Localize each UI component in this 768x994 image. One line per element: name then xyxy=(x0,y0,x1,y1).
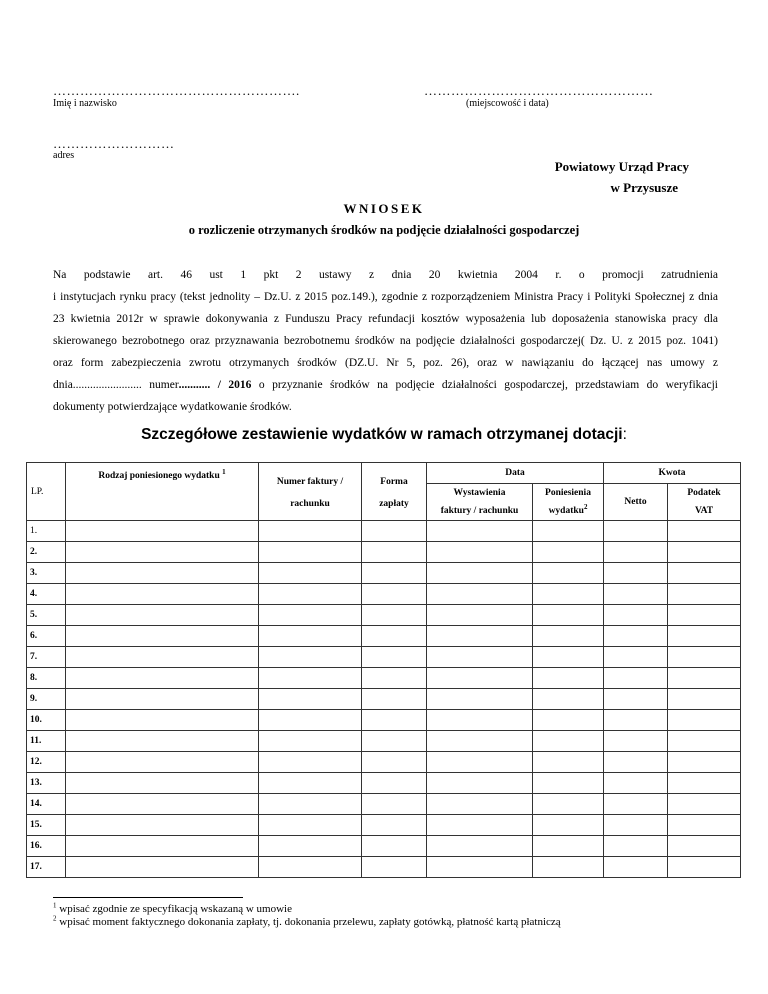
invoice-number-cell[interactable] xyxy=(259,542,362,563)
expense-type-cell[interactable] xyxy=(66,521,259,542)
expense-type-cell[interactable] xyxy=(66,626,259,647)
body-line-1: Na podstawie art. 46 ust 1 pkt 2 ustawy z dnia 20 kwietnia 2004 r. o promocji zatrudnienia xyxy=(53,269,718,281)
net-amount-cell[interactable] xyxy=(604,626,668,647)
table-row xyxy=(27,836,741,857)
issue-date-cell[interactable] xyxy=(427,836,533,857)
table-row xyxy=(27,542,741,563)
row-number: 10. xyxy=(27,710,66,731)
issue-date-cell[interactable] xyxy=(427,626,533,647)
payment-form-cell[interactable] xyxy=(362,710,427,731)
net-amount-cell[interactable] xyxy=(604,584,668,605)
expense-rows xyxy=(27,521,741,878)
payment-form-cell[interactable] xyxy=(362,626,427,647)
invoice-number-cell[interactable] xyxy=(259,584,362,605)
row-number: 1. xyxy=(27,521,66,542)
address-dots: ……………………… xyxy=(53,136,175,151)
header-amount: Kwota xyxy=(604,463,741,484)
payment-form-cell[interactable] xyxy=(362,794,427,815)
issue-date-cell[interactable] xyxy=(427,710,533,731)
place-date-dots: …………………………………………… xyxy=(424,83,654,98)
table-row xyxy=(27,752,741,773)
agreement-date-number: dnia........................ numer xyxy=(53,379,179,391)
vat-amount-cell[interactable] xyxy=(668,731,741,752)
invoice-number-cell[interactable] xyxy=(259,521,362,542)
paid-date-cell[interactable] xyxy=(533,773,604,794)
address-label: adres xyxy=(53,150,75,161)
expense-type-cell[interactable] xyxy=(66,647,259,668)
paid-date-cell[interactable] xyxy=(533,605,604,626)
paid-date-cell[interactable] xyxy=(533,563,604,584)
table-row xyxy=(27,815,741,836)
issue-date-cell[interactable] xyxy=(427,773,533,794)
issue-date-cell[interactable] xyxy=(427,815,533,836)
header-vat: Podatek VAT xyxy=(668,484,741,521)
net-amount-cell[interactable] xyxy=(604,815,668,836)
row-number: 3. xyxy=(27,563,66,584)
issue-date-cell[interactable] xyxy=(427,794,533,815)
vat-amount-cell[interactable] xyxy=(668,773,741,794)
invoice-number-cell[interactable] xyxy=(259,731,362,752)
header-expense-type: Rodzaj poniesionego wydatku $^1$ xyxy=(66,463,259,521)
invoice-number-cell[interactable] xyxy=(259,647,362,668)
section-heading xyxy=(0,426,768,444)
footnote-2: $^2$ wpisać moment faktycznego dokonania zapłaty, tj. dokonania przelewu, zapłaty gotówką, płatność kartą płatniczą xyxy=(53,914,561,928)
table-row xyxy=(27,731,741,752)
expense-type-cell[interactable] xyxy=(66,605,259,626)
payment-form-cell[interactable] xyxy=(362,773,427,794)
payment-form-cell[interactable] xyxy=(362,584,427,605)
expense-type-cell[interactable] xyxy=(66,584,259,605)
payment-form-cell[interactable] xyxy=(362,668,427,689)
header-date-issue: Wystawienia faktury / rachunku xyxy=(427,484,533,521)
vat-amount-cell[interactable] xyxy=(668,647,741,668)
table-row xyxy=(27,647,741,668)
net-amount-cell[interactable] xyxy=(604,647,668,668)
expense-type-cell[interactable] xyxy=(66,752,259,773)
paid-date-cell[interactable] xyxy=(533,647,604,668)
body-line-4: skierowanego bezrobotnego oraz przyznawania bezrobotnemu środków na podjęcie działalności gospodarczej( Dz. U. z 2015 poz. 1041) xyxy=(53,335,718,347)
invoice-number-cell[interactable] xyxy=(259,605,362,626)
footnote-rule xyxy=(53,897,243,898)
row-number: 14. xyxy=(27,794,66,815)
recipient-line-2: w Przysusze xyxy=(610,180,678,195)
payment-form-cell[interactable] xyxy=(362,542,427,563)
issue-date-cell[interactable] xyxy=(427,605,533,626)
header-payment-form: Forma zapłaty xyxy=(362,463,427,521)
name-dots: ………………………………………………. xyxy=(53,83,300,98)
expense-type-cell[interactable] xyxy=(66,773,259,794)
table-row xyxy=(27,626,741,647)
table-row xyxy=(27,584,741,605)
invoice-number-cell[interactable] xyxy=(259,668,362,689)
header-date: Data xyxy=(427,463,604,484)
table-row xyxy=(27,710,741,731)
vat-amount-cell[interactable] xyxy=(668,836,741,857)
expense-type-cell[interactable] xyxy=(66,563,259,584)
net-amount-cell[interactable] xyxy=(604,668,668,689)
payment-form-cell[interactable] xyxy=(362,689,427,710)
expense-type-cell[interactable] xyxy=(66,815,259,836)
row-number: 9. xyxy=(27,689,66,710)
header-date-paid: Poniesienia wydatku$^2$ xyxy=(533,484,604,521)
vat-amount-cell[interactable] xyxy=(668,857,741,878)
issue-date-cell[interactable] xyxy=(427,731,533,752)
net-amount-cell[interactable] xyxy=(604,689,668,710)
header-net: Netto xyxy=(604,484,668,521)
payment-form-cell[interactable] xyxy=(362,857,427,878)
row-number: 12. xyxy=(27,752,66,773)
expense-type-cell[interactable] xyxy=(66,836,259,857)
place-date-label: (miejscowość i data) xyxy=(466,98,549,109)
expense-type-cell[interactable] xyxy=(66,542,259,563)
paid-date-cell[interactable] xyxy=(533,815,604,836)
header-invoice-number: Numer faktury / rachunku xyxy=(259,463,362,521)
vat-amount-cell[interactable] xyxy=(668,563,741,584)
net-amount-cell[interactable] xyxy=(604,752,668,773)
row-number: 16. xyxy=(27,836,66,857)
paid-date-cell[interactable] xyxy=(533,689,604,710)
vat-amount-cell[interactable] xyxy=(668,794,741,815)
issue-date-cell[interactable] xyxy=(427,584,533,605)
header-lp: LP. xyxy=(27,463,66,521)
paid-date-cell[interactable] xyxy=(533,794,604,815)
row-number: 2. xyxy=(27,542,66,563)
vat-amount-cell[interactable] xyxy=(668,605,741,626)
footnote-1: $^1$ wpisać zgodnie ze specyfikacją wskazaną w umowie xyxy=(53,901,292,915)
issue-date-cell[interactable] xyxy=(427,521,533,542)
net-amount-cell[interactable] xyxy=(604,731,668,752)
table-row xyxy=(27,563,741,584)
body-line-2: i instytucjach rynku pracy (tekst jednolity – Dz.U. z 2015 poz.149.), zgodnie z rozporządzeniem Ministra Pracy i Polityki Społecznej z dnia xyxy=(53,291,718,303)
recipient-line-1: Powiatowy Urząd Pracy xyxy=(554,159,689,174)
invoice-number-cell[interactable] xyxy=(259,710,362,731)
expense-type-cell[interactable] xyxy=(66,668,259,689)
expense-type-cell[interactable] xyxy=(66,710,259,731)
table-row xyxy=(27,605,741,626)
vat-amount-cell[interactable] xyxy=(668,815,741,836)
issue-date-cell[interactable] xyxy=(427,647,533,668)
expense-type-cell[interactable] xyxy=(66,794,259,815)
invoice-number-cell[interactable] xyxy=(259,563,362,584)
issue-date-cell[interactable] xyxy=(427,563,533,584)
invoice-number-cell[interactable] xyxy=(259,752,362,773)
body-line-6 xyxy=(53,374,718,396)
expense-type-cell[interactable] xyxy=(66,857,259,878)
payment-form-cell[interactable] xyxy=(362,731,427,752)
net-amount-cell[interactable] xyxy=(604,605,668,626)
payment-form-cell[interactable] xyxy=(362,647,427,668)
expense-type-cell[interactable] xyxy=(66,689,259,710)
section-heading-colon: : xyxy=(622,426,627,443)
vat-amount-cell[interactable] xyxy=(668,689,741,710)
paid-date-cell[interactable] xyxy=(533,710,604,731)
issue-date-cell[interactable] xyxy=(427,668,533,689)
body-line-7: dokumenty potwierdzające wydatkowanie środków. xyxy=(53,401,292,413)
net-amount-cell[interactable] xyxy=(604,542,668,563)
paid-date-cell[interactable] xyxy=(533,731,604,752)
expenses-table xyxy=(26,462,741,878)
net-amount-cell[interactable] xyxy=(604,773,668,794)
table-row xyxy=(27,794,741,815)
paid-date-cell[interactable] xyxy=(533,857,604,878)
payment-form-cell[interactable] xyxy=(362,752,427,773)
table-row xyxy=(27,857,741,878)
agreement-purpose: o przyznanie środków na podjęcie działalności gospodarczej, przedstawiam do weryfikacji xyxy=(251,379,718,391)
payment-form-cell[interactable] xyxy=(362,815,427,836)
vat-amount-cell[interactable] xyxy=(668,752,741,773)
payment-form-cell[interactable] xyxy=(362,605,427,626)
invoice-number-cell[interactable] xyxy=(259,773,362,794)
row-number: 8. xyxy=(27,668,66,689)
agreement-number-year: ........... / 2016 xyxy=(178,379,252,391)
payment-form-cell[interactable] xyxy=(362,836,427,857)
vat-amount-cell[interactable] xyxy=(668,626,741,647)
net-amount-cell[interactable] xyxy=(604,794,668,815)
table-row xyxy=(27,689,741,710)
row-number: 11. xyxy=(27,731,66,752)
table-row xyxy=(27,521,741,542)
net-amount-cell[interactable] xyxy=(604,857,668,878)
issue-date-cell[interactable] xyxy=(427,689,533,710)
issue-date-cell[interactable] xyxy=(427,857,533,878)
body-line-3: 23 kwietnia 2012r w sprawie dokonywania z Funduszu Pracy refundacji kosztów wyposażenia lub doposażenia stanowiska pracy dla xyxy=(53,313,718,325)
paid-date-cell[interactable] xyxy=(533,836,604,857)
vat-amount-cell[interactable] xyxy=(668,710,741,731)
body-line-5: oraz form zabezpieczenia zwrotu otrzymanych środków (DZ.U. Nr 5, poz. 26), oraz w nawiązaniu do łączącej nas umowy z xyxy=(53,357,718,369)
table-row xyxy=(27,668,741,689)
invoice-number-cell[interactable] xyxy=(259,689,362,710)
invoice-number-cell[interactable] xyxy=(259,626,362,647)
name-label: Imię i nazwisko xyxy=(53,98,117,109)
invoice-number-cell[interactable] xyxy=(259,815,362,836)
vat-amount-cell[interactable] xyxy=(668,521,741,542)
paid-date-cell[interactable] xyxy=(533,584,604,605)
paid-date-cell[interactable] xyxy=(533,626,604,647)
row-number: 4. xyxy=(27,584,66,605)
issue-date-cell[interactable] xyxy=(427,542,533,563)
section-heading-text: Szczegółowe zestawienie wydatków w ramach otrzymanej dotacji xyxy=(141,426,623,443)
invoice-number-cell[interactable] xyxy=(259,836,362,857)
vat-amount-cell[interactable] xyxy=(668,584,741,605)
paid-date-cell[interactable] xyxy=(533,521,604,542)
net-amount-cell[interactable] xyxy=(604,710,668,731)
invoice-number-cell[interactable] xyxy=(259,794,362,815)
issue-date-cell[interactable] xyxy=(427,752,533,773)
net-amount-cell[interactable] xyxy=(604,836,668,857)
document-subtitle: o rozliczenie otrzymanych środków na podjęcie działalności gospodarczej xyxy=(188,223,580,237)
net-amount-cell[interactable] xyxy=(604,563,668,584)
row-number: 6. xyxy=(27,626,66,647)
table-row xyxy=(27,773,741,794)
vat-amount-cell[interactable] xyxy=(668,668,741,689)
net-amount-cell[interactable] xyxy=(604,521,668,542)
row-number: 5. xyxy=(27,605,66,626)
document-title: WNIOSEK xyxy=(343,201,425,216)
row-number: 7. xyxy=(27,647,66,668)
row-number: 17. xyxy=(27,857,66,878)
invoice-number-cell[interactable] xyxy=(259,857,362,878)
expense-type-cell[interactable] xyxy=(66,731,259,752)
row-number: 13. xyxy=(27,773,66,794)
payment-form-cell[interactable] xyxy=(362,521,427,542)
paid-date-cell[interactable] xyxy=(533,668,604,689)
paid-date-cell[interactable] xyxy=(533,542,604,563)
vat-amount-cell[interactable] xyxy=(668,542,741,563)
paid-date-cell[interactable] xyxy=(533,752,604,773)
row-number: 15. xyxy=(27,815,66,836)
payment-form-cell[interactable] xyxy=(362,563,427,584)
